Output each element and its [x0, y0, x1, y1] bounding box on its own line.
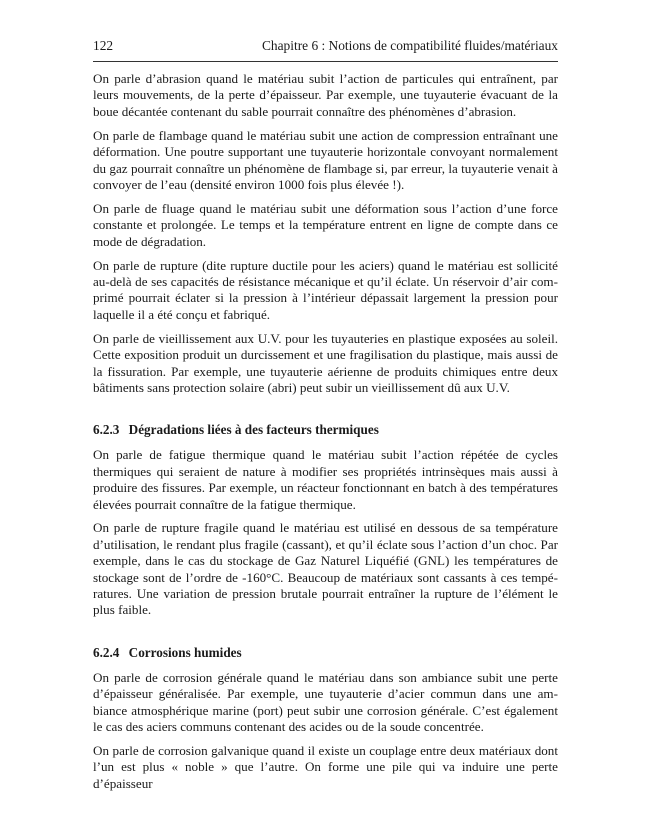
- running-title: Chapitre 6 : Notions de compatibilité fluides/matériaux: [261, 38, 558, 53]
- paragraph-flambage: On parle de flambage quand le matériau subit une action de compression entraînant une déformation. Une poutre supportant une tuyauterie horizontale convoyant normalement du gaz pourrait connaître un phénomène de flambage si, par erreur, la tuyauterie venait à convoyer de l’eau (densité environ 1000 fois plus élevée !).: [93, 127, 558, 192]
- paragraph-fluage: On parle de fluage quand le matériau subit une déformation sous l’action d’une force constante et prolongée. Le temps et la température entrent en ligne de compte dans ce mode de dégradation.: [93, 200, 558, 249]
- paragraph-fatigue-thermique: On parle de fatigue thermique quand le matériau subit l’action répétée de cycles thermiques qui seraient de nature à modifier ses propriétés intrinsèques mais aussi à produire des fissures. Par exemple, un réacteur fonctionnant en batch à des températures élevées pourrait connaître de la fatigue thermique.: [93, 447, 558, 512]
- running-header: [93, 38, 558, 62]
- section-title: Corrosions humides: [128, 644, 242, 660]
- section-heading-corrosions: [93, 645, 558, 661]
- section-title: Dégradations liées à des facteurs thermiques: [128, 422, 379, 438]
- section-number: 6.2.4: [93, 644, 120, 660]
- paragraph-corrosion-galvanique: On parle de corrosion galvanique quand il existe un couplage entre deux matériaux dont l’un est plus « noble » que l’autre. On forme une pile qui va induire une perte d’épaisseur: [93, 743, 558, 791]
- page-number: 122: [93, 38, 114, 53]
- paragraph-rupture: On parle de rupture (dite rupture ductile pour les aciers) quand le matériau est sollicité au-delà de ses capacités de résistance mécanique et qu’il éclate. Un réservoir d’air comprimé pourrait éclater si la pression à l’intérieur dépassait largement la pression pour laquelle il a été conçu et fabriqué.: [93, 257, 558, 322]
- section-number: 6.2.3: [93, 422, 120, 438]
- section-heading-thermique: [93, 422, 558, 438]
- paragraph-rupture-fragile: On parle de rupture fragile quand le matériau est utilisé en dessous de sa température d’utilisation, le rendant plus fragile (cassant), et qu’il éclate sous l’action d’un choc. Par exemple, dans le cas du stockage de Gaz Naturel Liquéfié (GNL) les températures de stockage sont de l’ordre de -160°C. Beaucoup de matériaux sont cassants à ces températures. Une variation de pression brutale pourrait entraîner la rupture de l’élément le plus faible.: [93, 520, 558, 618]
- book-page: [93, 38, 558, 800]
- paragraph-abrasion: On parle d’abrasion quand le matériau subit l’action de particules qui entraînent, par leurs mouvements, de la perte d’épaisseur. Par exemple, une tuyauterie évacuant de la boue décantée contenant du sable pourrait connaître des phénomènes d’abrasion.: [93, 71, 558, 119]
- paragraph-vieillissement: On parle de vieillissement aux U.V. pour les tuyauteries en plastique exposées au soleil. Cette exposition produit un durcissement et une fragilisation du plastique, mais aussi de la fissuration. Par exemple, une tuyauterie aérienne de produits chimiques entre deux bâtiments sans protection solaire (abri) peut subir un vieillissement dû aux U.V.: [93, 330, 558, 395]
- paragraph-corrosion-generale: On parle de corrosion générale quand le matériau dans son ambiance subit une perte d’épaisseur généralisée. Par exemple, une tuyauterie d’acier commun dans une ambiance atmosphérique marine (port) peut subir une corrosion générale. C’est également le cas des aciers communs contenant des acides ou de la soude concentrée.: [93, 669, 558, 735]
